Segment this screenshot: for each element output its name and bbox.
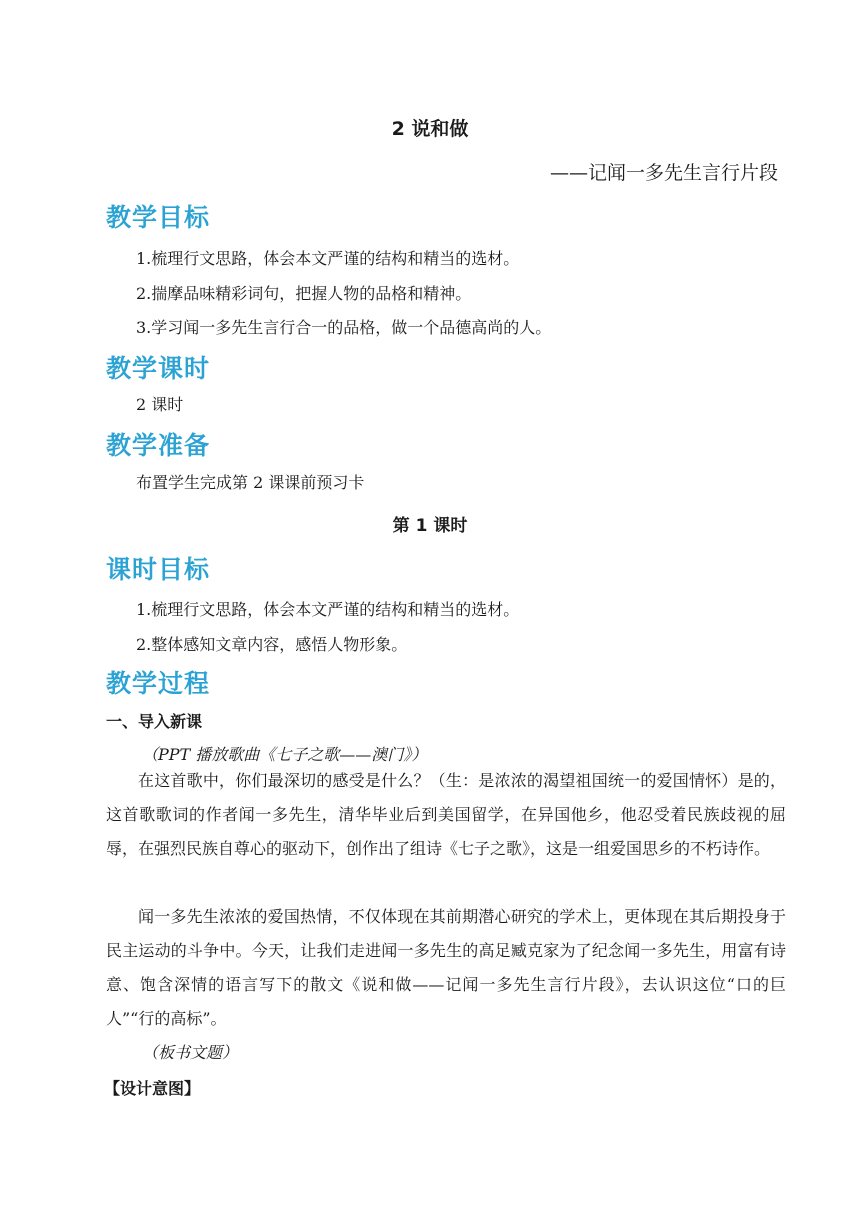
lesson-goal-item: 1.梳理行文思路，体会本文严谨的结构和精当的选材。 [136,600,520,619]
stage-direction: （PPT 播放歌曲《七子之歌——澳门》） [142,745,428,764]
stage-direction: （板书文题） [142,1043,239,1062]
body-paragraph: 在这首歌中，你们最深切的感受是什么？（生：是浓浓的渴望祖国统一的爱国情怀）是的，这首歌歌词的作者闻一多先生，清华毕业后到美国留学，在异国他乡，他忍受着民族歧视的屈辱，在强烈民族自尊心的驱动下，创作出了组诗《七子之歌》，这是一组爱国思乡的不朽诗作。 [106,771,786,858]
step-heading: 一、导入新课 [106,712,203,731]
section-heading-hours: 教学课时 [106,354,211,383]
section-heading-process: 教学过程 [106,669,211,698]
goal-item: 1.梳理行文思路，体会本文严谨的结构和精当的选材。 [136,249,520,268]
hours-text: 2 课时 [136,395,184,414]
lesson-title: 第 1 课时 [392,516,468,536]
lesson-goal-item: 2.整体感知文章内容，感悟人物形象。 [136,635,408,654]
document-subtitle: ——记闻一多先生言行片段 [549,162,778,184]
prep-text: 布置学生完成第 2 课课前预习卡 [136,473,365,492]
body-paragraph: 闻一多先生浓浓的爱国热情，不仅体现在其前期潜心研究的学术上，更体现在其后期投身于民主运动的斗争中。今天，让我们走进闻一多先生的高足臧克家为了纪念闻一多先生，用富有诗意、饱含深情的语言写下的散文《说和做——记闻一多先生言行片段》，去认识这位“口的巨人”“行的高标”。 [106,907,786,1028]
section-heading-prep: 教学准备 [106,431,211,460]
section-heading-goals: 教学目标 [106,203,211,232]
section-heading-lesson-goals: 课时目标 [106,555,211,584]
goal-item: 2.揣摩品味精彩词句，把握人物的品格和精神。 [136,284,472,303]
design-intent-heading: 【设计意图】 [104,1079,201,1098]
document-title: 2 说和做 [391,118,469,140]
goal-item: 3.学习闻一多先生言行合一的品格，做一个品德高尚的人。 [136,318,552,337]
